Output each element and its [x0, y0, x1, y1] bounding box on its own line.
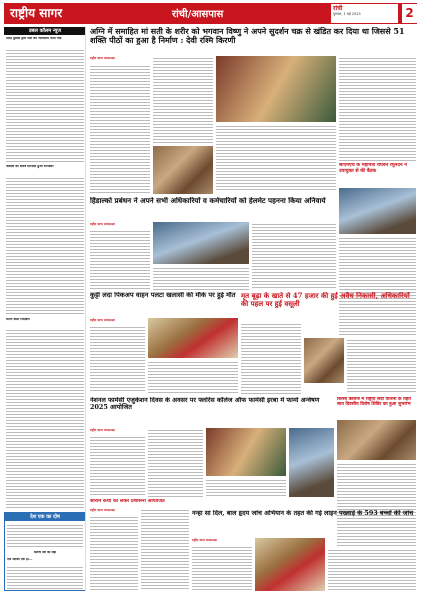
- article-text: [328, 548, 416, 591]
- article-text: [90, 435, 145, 497]
- article-text: [148, 428, 203, 497]
- section-title: रांची/आसपास: [172, 9, 224, 20]
- temple-photo: [216, 56, 336, 122]
- article-text: [141, 508, 189, 591]
- byline: राष्ट्रीय सागर संवाददाता: [90, 318, 116, 322]
- opinion-sub-2: एक व्यक्ति एक ही...: [7, 558, 32, 561]
- byline: राष्ट्रीय सागर संवाददाता: [90, 222, 116, 226]
- article-text: [153, 266, 249, 290]
- lead-headline: अग्नि में समाहित मां सती के शरीर को भगवान विष्णु ने अपने सुदर्शन चक्र से खंडित कर दिया था जिससे 51 शक्ति पीठों का हुआ है निर्माण : देवी रश्मि किरणी: [90, 27, 405, 46]
- meeting-photo: [339, 188, 416, 234]
- masthead: [4, 3, 417, 24]
- left-headline-3: घटना स्थल निरीक्षण: [6, 318, 30, 321]
- byline: राष्ट्रीय सागर संवाददाता: [90, 508, 116, 512]
- opinion-box: [4, 512, 86, 591]
- college-headline: बिरसा कॉलेज में राष्ट्रीय सेवा योजना के तहत सात दिवसीय विशेष शिविर का हुआ शुभारंभ: [337, 397, 411, 408]
- article-text: [7, 523, 83, 549]
- newspaper-title: राष्ट्रीय सागर: [10, 6, 63, 20]
- event-photo: [153, 146, 213, 194]
- byline: राष्ट्रीय सागर संवाददाता: [192, 538, 218, 542]
- article-text: [90, 325, 145, 393]
- college-photo: [337, 420, 416, 460]
- article-text: [206, 478, 286, 497]
- article-text: [90, 64, 150, 194]
- page-number: 2: [402, 4, 417, 23]
- column-subhead: डबल कॉलम न्यूज: [4, 27, 86, 35]
- opinion-box-title: देश एक का दोष: [5, 513, 85, 521]
- article-text: [6, 48, 84, 163]
- article-text: [252, 222, 336, 290]
- article-text: [6, 328, 84, 508]
- pharma-photo-2: [289, 428, 334, 497]
- accident-headline: कुट्टी लदा पिकअप वाहन पलटा खलासी की मौके पर हुई मौत: [90, 292, 236, 299]
- health-camp-photo: [255, 538, 325, 591]
- article-text: [6, 176, 84, 316]
- left-headline-2: अशोक की शराब माफिया हुआ गिरफ्तार: [6, 165, 54, 168]
- byline: राष्ट्रीय सागर संवाददाता: [90, 428, 116, 432]
- article-text: [339, 236, 416, 336]
- opinion-sub: कतार्थ देश को सही: [33, 551, 57, 554]
- article-text: [192, 545, 252, 591]
- article-text: [90, 515, 138, 591]
- article-text: [339, 56, 416, 161]
- meeting-headline: सीएमएच के महामंत्री राघवन रघुनंदन ने उपायुक्त से की बैठक: [339, 163, 407, 174]
- byline: राष्ट्रीय सागर संवाददाता: [90, 56, 116, 60]
- article-text: [153, 56, 213, 144]
- article-text: [7, 565, 83, 589]
- helmet-photo: [153, 222, 249, 264]
- katha-headline: श्रीराम कथा को लेकर प्रशासनी आयोजित: [90, 499, 165, 504]
- left-column: [4, 26, 86, 591]
- withdrawal-headline: मृत बूढ़ा के खाते से 47 हजार की हुई अवैध निकासी, अधिकारियों की पहल पर हुई वसूली: [241, 292, 410, 309]
- safety-headline: हिंडाल्को प्रबंधन ने अपने सभी अधिकारियों व कर्मचारियों को हेलमेट पहनना किया अनिवार्य: [90, 197, 326, 205]
- article-text: [90, 229, 150, 289]
- accident-photo: [148, 318, 238, 358]
- article-text: [337, 462, 416, 546]
- article-text: [148, 360, 238, 393]
- article-text: [347, 338, 416, 394]
- left-headline-1: दरिद्र पुलिस द्वारा जेल कर न्यायालय भेजा गया: [6, 37, 62, 40]
- bank-photo: [304, 338, 344, 383]
- pharma-headline: नेशनल फार्मेसी एजुकेशन दिवस के अवसर पर फ्लोरेंस कॉलेज ऑफ फार्मेसी इरबा में फार्मा अन्वेषण 2025 आयोजित: [90, 397, 320, 412]
- city-label: रांची: [333, 5, 343, 12]
- article-text: [216, 124, 336, 192]
- heart-headline: नन्हा सा दिल, बाल हृदय जांच अभियान के तहत की गई लाइन पख्वाड़े के 593 बच्चों की जांच: [192, 510, 414, 517]
- article-text: [241, 322, 301, 394]
- pharma-photo: [206, 428, 286, 476]
- date-label: गुरुवार, 1 मई 2025: [333, 12, 361, 16]
